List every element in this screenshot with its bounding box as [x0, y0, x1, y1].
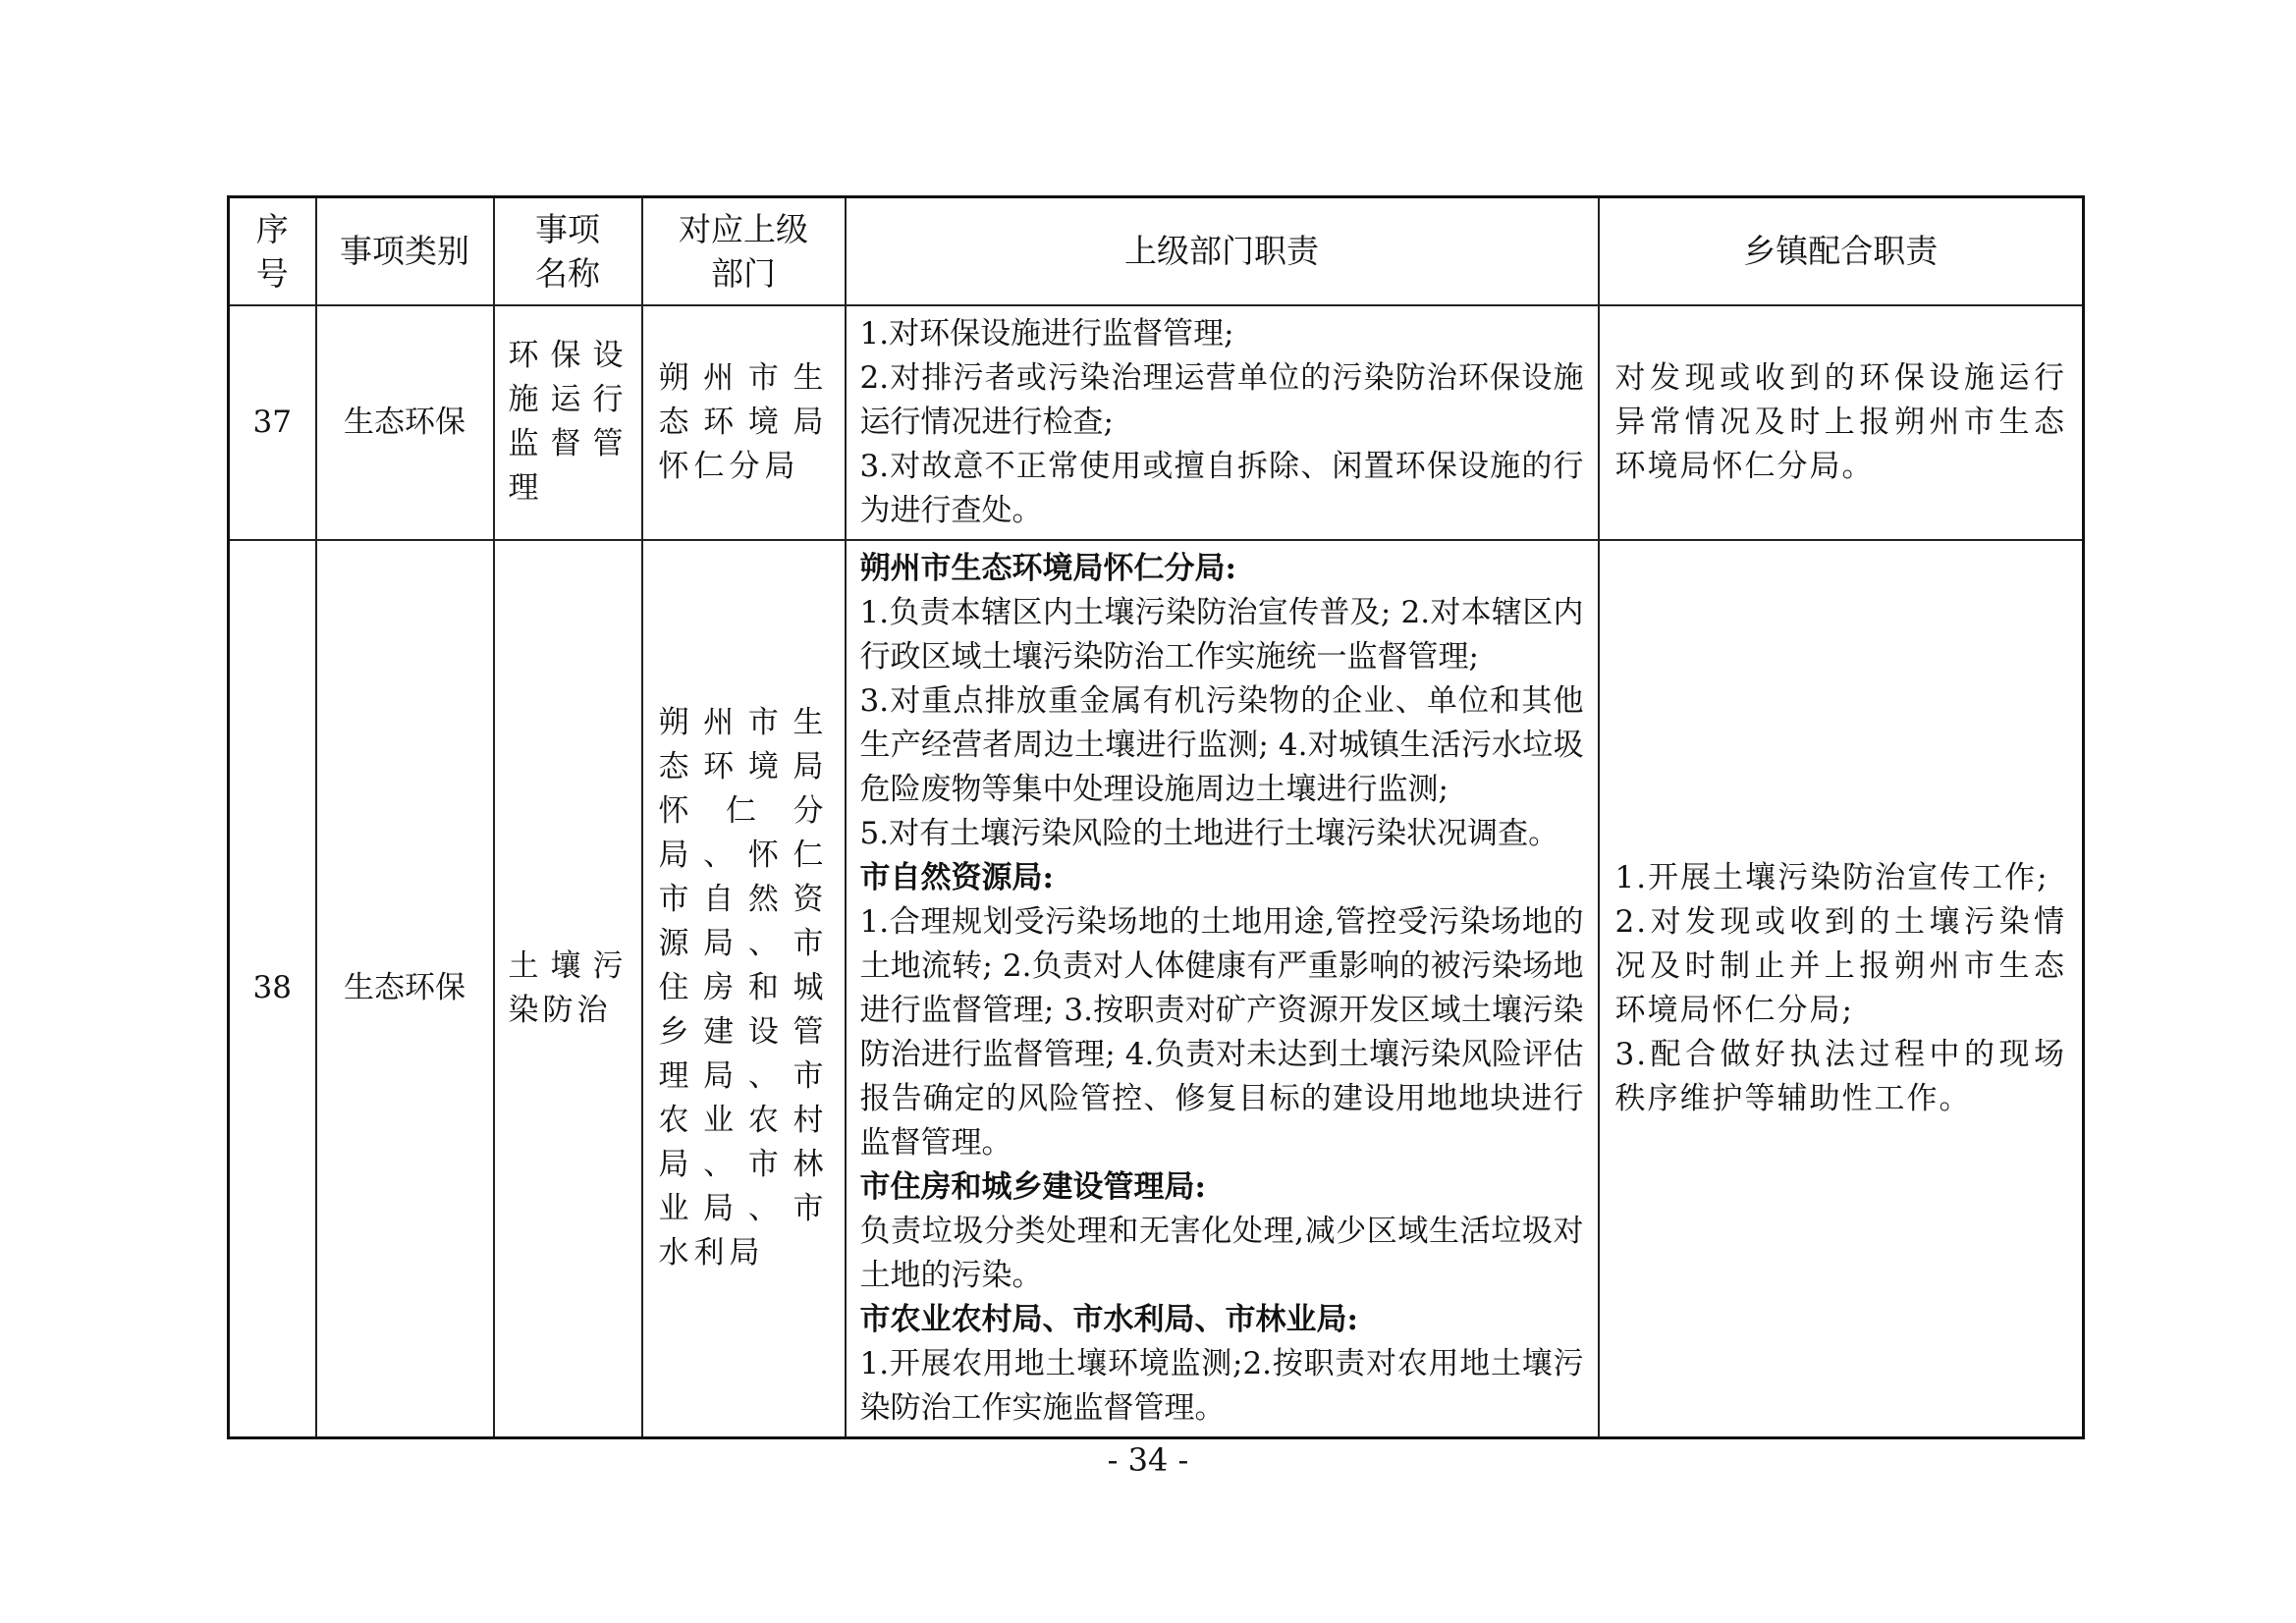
duty-heading: 市自然资源局:	[859, 859, 1054, 895]
row-dept: 朔州市生态环境局怀仁分局、怀仁市自然资源局、市住房和城乡建设管理局、市农业农村局、市林业局、市水利局	[642, 540, 846, 1438]
header-name: 事项 名称	[494, 197, 642, 305]
row-seq: 37	[229, 305, 316, 540]
table-row	[229, 540, 2084, 1438]
row-seq: 38	[229, 540, 316, 1438]
header-seq: 序 号	[229, 197, 316, 305]
duty-heading: 市住房和城乡建设管理局:	[859, 1168, 1206, 1205]
header-category: 事项类别	[316, 197, 494, 305]
header-upper-duty: 上级部门职责	[846, 197, 1599, 305]
page-number: - 34 -	[1107, 1441, 1189, 1479]
header-town-duty: 乡镇配合职责	[1599, 197, 2084, 305]
duty-heading: 朔州市生态环境局怀仁分局:	[859, 550, 1236, 586]
row-town-duty: 对发现或收到的环保设施运行异常情况及时上报朔州市生态环境局怀仁分局。	[1599, 305, 2084, 540]
table-header-row	[229, 197, 2084, 305]
duty-heading: 市农业农村局、市水利局、市林业局:	[859, 1301, 1358, 1337]
duty-table	[227, 195, 2085, 1439]
row-upper-duty: 1.对环保设施进行监督管理; 2.对排污者或污染治理运营单位的污染防治环保设施运行情况进行检查; 3.对故意不正常使用或擅自拆除、闲置环保设施的行为进行查处。	[846, 305, 1599, 540]
header-dept: 对应上级 部门	[642, 197, 846, 305]
table-row	[229, 305, 2084, 540]
row-item-name: 土壤污染防治	[494, 540, 642, 1438]
row-upper-duty: 朔州市生态环境局怀仁分局: 1.负责本辖区内土壤污染防治宣传普及; 2.对本辖区内行政区域土壤污染防治工作实施统一监督管理; 3.对重点排放重金属有机污染物的企业、单位和其他生产经营者周边土壤进行监测; 4.对城镇生活污水垃圾危险废物等集中处理设施周边土壤进行监测; 5.对有土壤污染风险的土地进行土壤污染状况调查。 市自然资源局: 1.合理规划受污染场地的土地用途,管控受污染场地的土地流转; 2.负责对人体健康有严重影响的被污染场地进行监督管理; 3.按职责对矿产资源开发区域土壤污染防治进行监督管理; 4.负责对未达到土壤污染风险评估报告确定的风险管控、修复目标的建设用地地块进行监督管理。 市住房和城乡建设管理局: 负责垃圾分类处理和无害化处理,减少区域生活垃圾对土地的污染。 市农业农村局、市水利局、市林业局: 1.开展农用地土壤环境监测;2.按职责对农用地土壤污染防治工作实施监督管理。	[846, 540, 1599, 1438]
row-category: 生态环保	[316, 305, 494, 540]
row-town-duty: 1.开展土壤污染防治宣传工作; 2.对发现或收到的土壤污染情况及时制止并上报朔州市生态环境局怀仁分局; 3.配合做好执法过程中的现场秩序维护等辅助性工作。	[1599, 540, 2084, 1438]
row-category: 生态环保	[316, 540, 494, 1438]
row-item-name: 环保设施运行监督管理	[494, 305, 642, 540]
row-dept: 朔州市生态环境局怀仁分局	[642, 305, 846, 540]
